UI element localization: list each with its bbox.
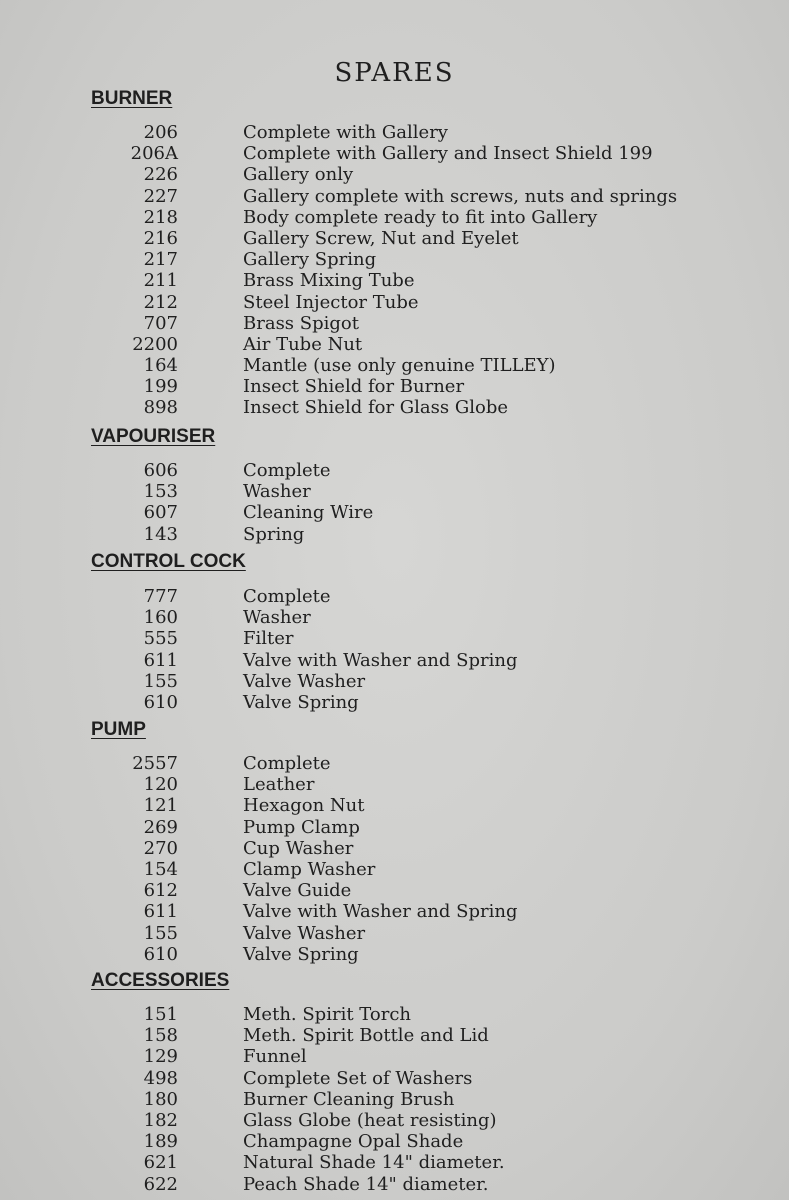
part-description: Complete: [243, 460, 331, 481]
control-cock-list: [0, 586, 789, 713]
part-description: Mantle (use only genuine TILLEY): [243, 355, 556, 377]
part-number: 555: [143, 628, 178, 650]
list-item: [0, 753, 789, 774]
burner-list: [0, 122, 789, 419]
part-number: 218: [143, 206, 178, 228]
part-description: Washer: [243, 481, 311, 503]
part-number: 180: [143, 1088, 178, 1110]
part-description: Spring: [243, 523, 305, 545]
list-item: [0, 1089, 789, 1110]
list-item: [0, 671, 789, 692]
part-number: 164: [143, 355, 178, 377]
list-item: [0, 1068, 789, 1089]
section-heading-burner: BURNER: [91, 88, 173, 109]
part-number: 217: [143, 249, 178, 271]
part-number: 2557: [132, 753, 178, 774]
part-description: Air Tube Nut: [243, 333, 363, 355]
part-description: Valve with Washer and Spring: [243, 649, 518, 671]
part-description: Valve Spring: [243, 943, 359, 965]
list-item: [0, 1025, 789, 1046]
part-number: 211: [143, 270, 178, 292]
list-item: [0, 481, 789, 502]
list-item: [0, 524, 789, 545]
list-item: [0, 838, 789, 859]
part-number: 155: [143, 670, 178, 692]
part-description: Gallery complete with screws, nuts and springs: [243, 185, 678, 207]
list-item: [0, 313, 789, 334]
part-number: 270: [143, 837, 178, 859]
part-description: Funnel: [243, 1046, 307, 1068]
section-heading-pump: PUMP: [91, 719, 146, 740]
part-number: 227: [143, 185, 178, 207]
list-item: [0, 1174, 789, 1195]
part-description: Valve Washer: [243, 670, 366, 692]
part-description: Meth. Spirit Bottle and Lid: [243, 1025, 489, 1047]
part-description: Peach Shade 14" diameter.: [243, 1173, 489, 1195]
part-number: 129: [143, 1046, 178, 1068]
part-number: 151: [143, 1004, 178, 1025]
list-item: [0, 628, 789, 649]
list-item: [0, 859, 789, 880]
part-description: Valve Guide: [243, 880, 352, 902]
list-item: [0, 817, 789, 838]
part-description: Leather: [243, 774, 315, 796]
part-description: Body complete ready to fit into Gallery: [243, 206, 598, 228]
section-heading-accessories: ACCESSORIES: [91, 970, 230, 991]
part-number: 120: [143, 774, 178, 796]
part-number: 621: [143, 1152, 178, 1174]
part-number: 2200: [132, 333, 178, 355]
part-description: Burner Cleaning Brush: [243, 1088, 455, 1110]
list-item: [0, 397, 789, 418]
part-description: Complete with Gallery: [243, 122, 448, 143]
part-description: Steel Injector Tube: [243, 291, 419, 313]
list-item: [0, 143, 789, 164]
part-description: Valve with Washer and Spring: [243, 901, 518, 923]
part-number: 607: [143, 502, 178, 524]
part-description: Insect Shield for Burner: [243, 376, 465, 398]
part-number: 226: [143, 164, 178, 186]
list-item: [0, 650, 789, 671]
list-item: [0, 1131, 789, 1152]
part-description: Natural Shade 14" diameter.: [243, 1152, 505, 1174]
part-description: Valve Spring: [243, 691, 359, 713]
part-description: Filter: [243, 628, 294, 650]
part-number: 269: [143, 816, 178, 838]
part-number: 707: [143, 312, 178, 334]
page-title: SPARES: [334, 58, 455, 88]
part-description: Cleaning Wire: [243, 502, 374, 524]
part-description: Pump Clamp: [243, 816, 360, 838]
list-item: [0, 1110, 789, 1131]
list-item: [0, 1004, 789, 1025]
part-number: 189: [143, 1131, 178, 1153]
pump-list: [0, 753, 789, 965]
part-description: Complete: [243, 753, 331, 774]
list-item: [0, 880, 789, 901]
part-description: Valve Washer: [243, 922, 366, 944]
part-number: 154: [143, 858, 178, 880]
part-description: Cup Washer: [243, 837, 354, 859]
list-item: [0, 923, 789, 944]
part-number: 153: [143, 481, 178, 503]
list-item: [0, 270, 789, 291]
part-number: 610: [143, 691, 178, 713]
list-item: [0, 795, 789, 816]
part-description: Gallery only: [243, 164, 354, 186]
part-number: 606: [143, 460, 178, 481]
part-description: Complete: [243, 586, 331, 607]
list-item: [0, 1046, 789, 1067]
part-description: Brass Mixing Tube: [243, 270, 415, 292]
part-description: Hexagon Nut: [243, 795, 365, 817]
list-item: [0, 186, 789, 207]
list-item: [0, 355, 789, 376]
part-number: 216: [143, 227, 178, 249]
section-heading-vapouriser: VAPOURISER: [91, 426, 216, 447]
part-description: Gallery Screw, Nut and Eyelet: [243, 227, 519, 249]
part-description: Champagne Opal Shade: [243, 1131, 464, 1153]
part-number: 611: [143, 649, 178, 671]
accessories-list: [0, 1004, 789, 1195]
part-description: Clamp Washer: [243, 858, 376, 880]
part-number: 622: [143, 1173, 178, 1195]
part-number: 158: [143, 1025, 178, 1047]
list-item: [0, 228, 789, 249]
part-description: Washer: [243, 607, 311, 629]
list-item: [0, 207, 789, 228]
part-number: 611: [143, 901, 178, 923]
vapouriser-list: [0, 460, 789, 545]
part-description: Insect Shield for Glass Globe: [243, 397, 508, 419]
part-description: Meth. Spirit Torch: [243, 1004, 412, 1025]
list-item: [0, 901, 789, 922]
part-description: Brass Spigot: [243, 312, 359, 334]
part-number: 206: [143, 122, 178, 143]
part-number: 121: [143, 795, 178, 817]
list-item: [0, 502, 789, 523]
part-number: 143: [143, 523, 178, 545]
part-description: Gallery Spring: [243, 249, 377, 271]
part-number: 612: [143, 880, 178, 902]
part-number: 498: [143, 1067, 178, 1089]
part-number: 199: [143, 376, 178, 398]
list-item: [0, 249, 789, 270]
list-item: [0, 292, 789, 313]
part-number: 155: [143, 922, 178, 944]
part-number: 777: [143, 586, 178, 607]
part-number: 206A: [130, 143, 178, 165]
part-number: 898: [143, 397, 178, 419]
list-item: [0, 692, 789, 713]
list-item: [0, 460, 789, 481]
part-number: 212: [143, 291, 178, 313]
list-item: [0, 122, 789, 143]
part-description: Complete with Gallery and Insect Shield 199: [243, 143, 653, 165]
list-item: [0, 607, 789, 628]
list-item: [0, 376, 789, 397]
part-number: 182: [143, 1109, 178, 1131]
part-number: 610: [143, 943, 178, 965]
part-description: Complete Set of Washers: [243, 1067, 473, 1089]
list-item: [0, 586, 789, 607]
part-description: Glass Globe (heat resisting): [243, 1109, 497, 1131]
list-item: [0, 944, 789, 965]
list-item: [0, 164, 789, 185]
list-item: [0, 774, 789, 795]
list-item: [0, 1152, 789, 1173]
part-number: 160: [143, 607, 178, 629]
list-item: [0, 334, 789, 355]
section-heading-control-cock: CONTROL COCK: [91, 551, 246, 572]
